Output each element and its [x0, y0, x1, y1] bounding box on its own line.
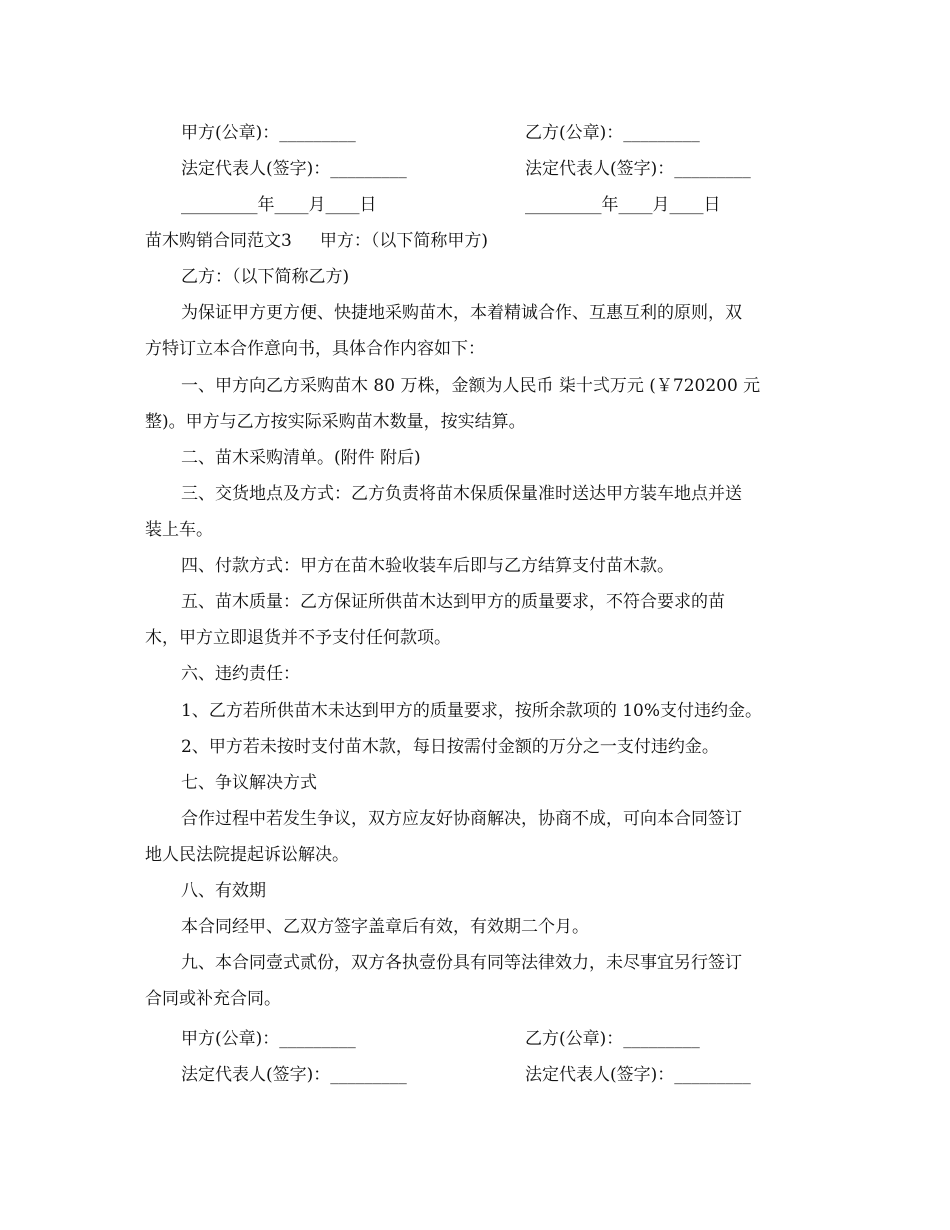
party-a-rep-line: 法定代表人(签字)：_________: [181, 159, 407, 179]
clause-6-heading: 六、违约责任：: [181, 664, 300, 684]
clause-8-line-1: 本合同经甲、乙双方签字盖章后有效，有效期二个月。: [181, 917, 589, 937]
party-a-seal-line: 甲方(公章)：_________: [181, 123, 356, 143]
party-b-seal-line: 乙方(公章)：_________: [525, 123, 700, 143]
party-a-date-line: _________年____月____日: [181, 195, 377, 215]
party-a-intro: 甲方：（以下简称甲方): [319, 231, 488, 251]
clause-9-line-1: 九、本合同壹式贰份，双方各执壹份具有同等法律效力，未尽事宜另行签订: [181, 953, 742, 973]
clause-5-line-1: 五、苗木质量：乙方保证所供苗木达到甲方的质量要求，不符合要求的苗: [181, 592, 725, 612]
clause-6-item-1: 1、乙方若所供苗木未达到甲方的质量要求，按所余款项的 10%支付违约金。: [181, 701, 763, 721]
clause-3-line-2: 装上车。: [145, 520, 213, 540]
party-b-rep-line-bottom: 法定代表人(签字)：_________: [525, 1065, 751, 1085]
intro-paragraph-line-2: 方特订立本合作意向书，具体合作内容如下：: [145, 339, 485, 359]
title-row: [145, 229, 488, 253]
clause-6-item-2: 2、甲方若未按时支付苗木款，每日按需付金额的万分之一支付违约金。: [181, 737, 719, 757]
party-b-rep-line: 法定代表人(签字)：_________: [525, 159, 751, 179]
clause-4: 四、付款方式：甲方在苗木验收装车后即与乙方结算支付苗木款。: [181, 556, 674, 576]
party-b-seal-line-bottom: 乙方(公章)：_________: [525, 1029, 700, 1049]
clause-7-heading: 七、争议解决方式: [181, 773, 317, 793]
clause-1-line-2: 整)。甲方与乙方按实际采购苗木数量，按实结算。: [145, 412, 526, 432]
party-b-date-line: _________年____月____日: [525, 195, 721, 215]
document-title: 苗木购销合同范文3: [145, 231, 292, 251]
clause-7-line-1: 合作过程中若发生争议，双方应友好协商解决，协商不成，可向本合同签订: [181, 809, 742, 829]
clause-2: 二、苗木采购清单。(附件 附后): [181, 448, 421, 468]
clause-3-line-1: 三、交货地点及方式：乙方负责将苗木保质保量准时送达甲方装车地点并送: [181, 484, 742, 504]
clause-8-heading: 八、有效期: [181, 881, 266, 901]
clause-1-line-1: 一、甲方向乙方采购苗木 80 万株，金额为人民币 柒十弍万元 (￥720200 元: [181, 376, 761, 396]
intro-paragraph-line-1: 为保证甲方更方便、快捷地采购苗木，本着精诚合作、互惠互利的原则，双: [181, 303, 742, 323]
party-a-seal-line-bottom: 甲方(公章)：_________: [181, 1029, 356, 1049]
clause-9-line-2: 合同或补充合同。: [145, 989, 281, 1009]
clause-7-line-2: 地人民法院提起诉讼解决。: [145, 845, 349, 865]
party-a-rep-line-bottom: 法定代表人(签字)：_________: [181, 1065, 407, 1085]
clause-5-line-2: 木，甲方立即退货并不予支付任何款项。: [145, 628, 451, 648]
party-b-intro: 乙方：（以下简称乙方): [181, 267, 350, 287]
